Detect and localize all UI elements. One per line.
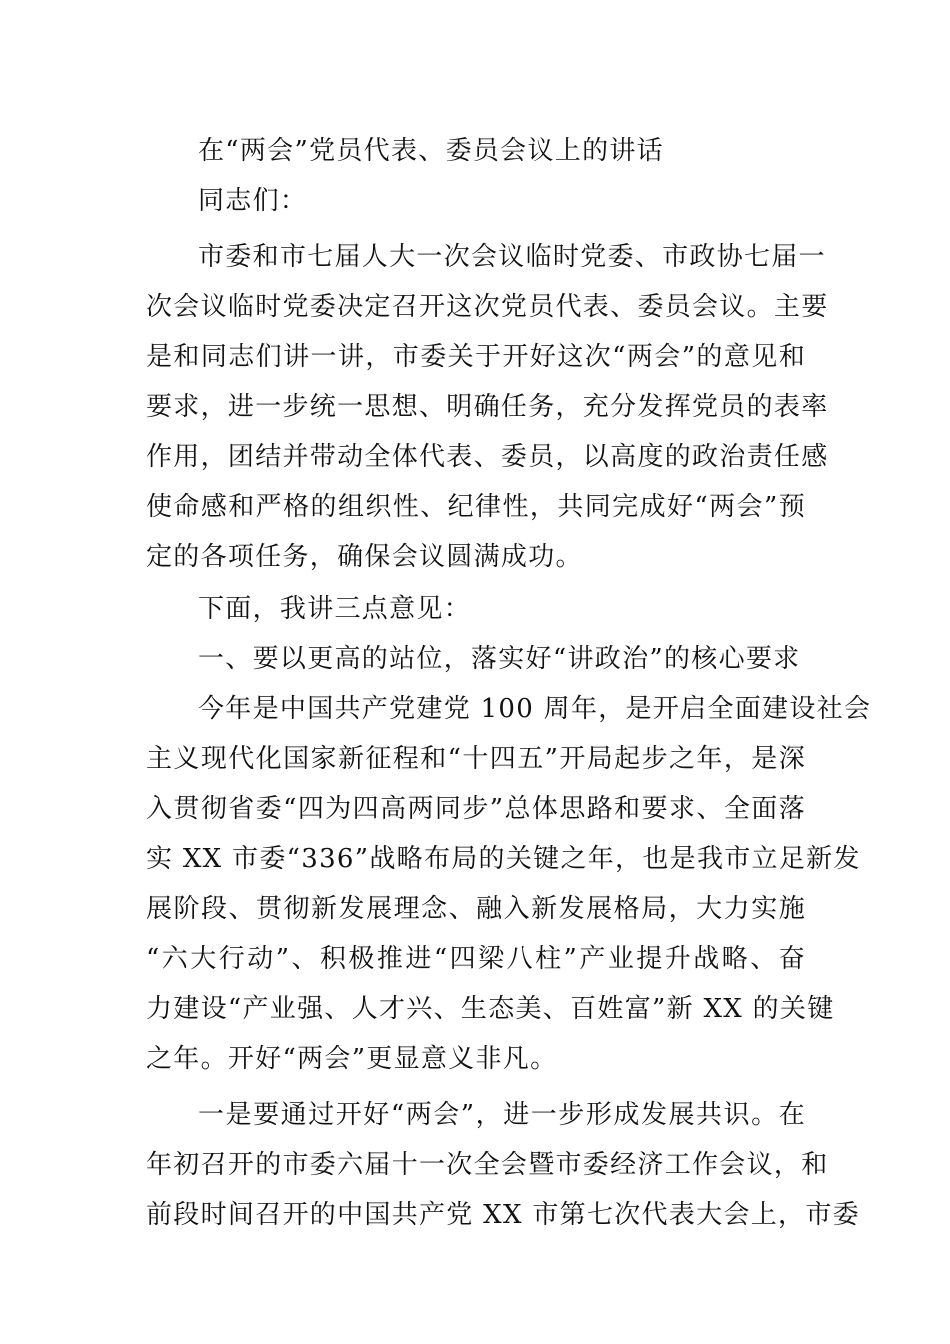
salutation: 同志们： xyxy=(198,186,308,216)
paragraph-line: 之年。开好“两会”更显意义非凡。 xyxy=(146,1044,558,1074)
paragraph-line: 要求，进一步统一思想、明确任务，充分发挥党员的表率 xyxy=(146,392,829,422)
paragraph-intro xyxy=(146,232,829,582)
paragraph-line: 入贯彻省委“四为四高两同步”总体思路和要求、全面落 xyxy=(146,794,806,824)
paragraph-line: 次会议临时党委决定召开这次党员代表、委员会议。主要 xyxy=(146,292,829,322)
paragraph-outline: 下面，我讲三点意见： xyxy=(198,594,472,624)
paragraph-line: 作用，团结并带动全体代表、委员，以高度的政治责任感 xyxy=(146,442,829,472)
section-heading-1: 一、要以更高的站位，落实好“讲政治”的核心要求 xyxy=(198,644,801,674)
paragraph-line: 展阶段、贯彻新发展理念、融入新发展格局，大力实施 xyxy=(146,894,806,924)
paragraph-line: 前段时间召开的中国共产党 XX 市第七次代表大会上，市委 xyxy=(146,1200,860,1230)
paragraph-line: “六大行动”、积极推进“四梁八柱”产业提升战略、奋 xyxy=(146,944,806,974)
document-body xyxy=(146,126,872,1240)
paragraph-line: 主义现代化国家新征程和“十四五”开局起步之年，是深 xyxy=(146,744,806,774)
paragraph-line: 使命感和严格的组织性、纪律性，共同完成好“两会”预 xyxy=(146,492,806,522)
paragraph-line: 定的各项任务，确保会议圆满成功。 xyxy=(146,542,583,572)
paragraph-line: 力建设“产业强、人才兴、生态美、百姓富”新 XX 的关键 xyxy=(146,994,835,1024)
document-title: 在“两会”党员代表、委员会议上的讲话 xyxy=(198,136,664,166)
paragraph-line: 是和同志们讲一讲，市委关于开好这次“两会”的意见和 xyxy=(146,342,806,372)
paragraph-line: 实 XX 市委“336”战略布局的关键之年，也是我市立足新发 xyxy=(146,844,861,874)
paragraph-context xyxy=(146,684,872,1084)
paragraph-line: 一是要通过开好“两会”，进一步形成发展共识。在 xyxy=(198,1100,806,1130)
paragraph-point-1 xyxy=(146,1090,860,1240)
paragraph-line: 市委和市七届人大一次会议临时党委、市政协七届一 xyxy=(198,242,826,272)
paragraph-line: 今年是中国共产党建党 100 周年，是开启全面建设社会 xyxy=(198,694,872,724)
paragraph-line: 年初召开的市委六届十一次全会暨市委经济工作会议，和 xyxy=(146,1150,829,1180)
